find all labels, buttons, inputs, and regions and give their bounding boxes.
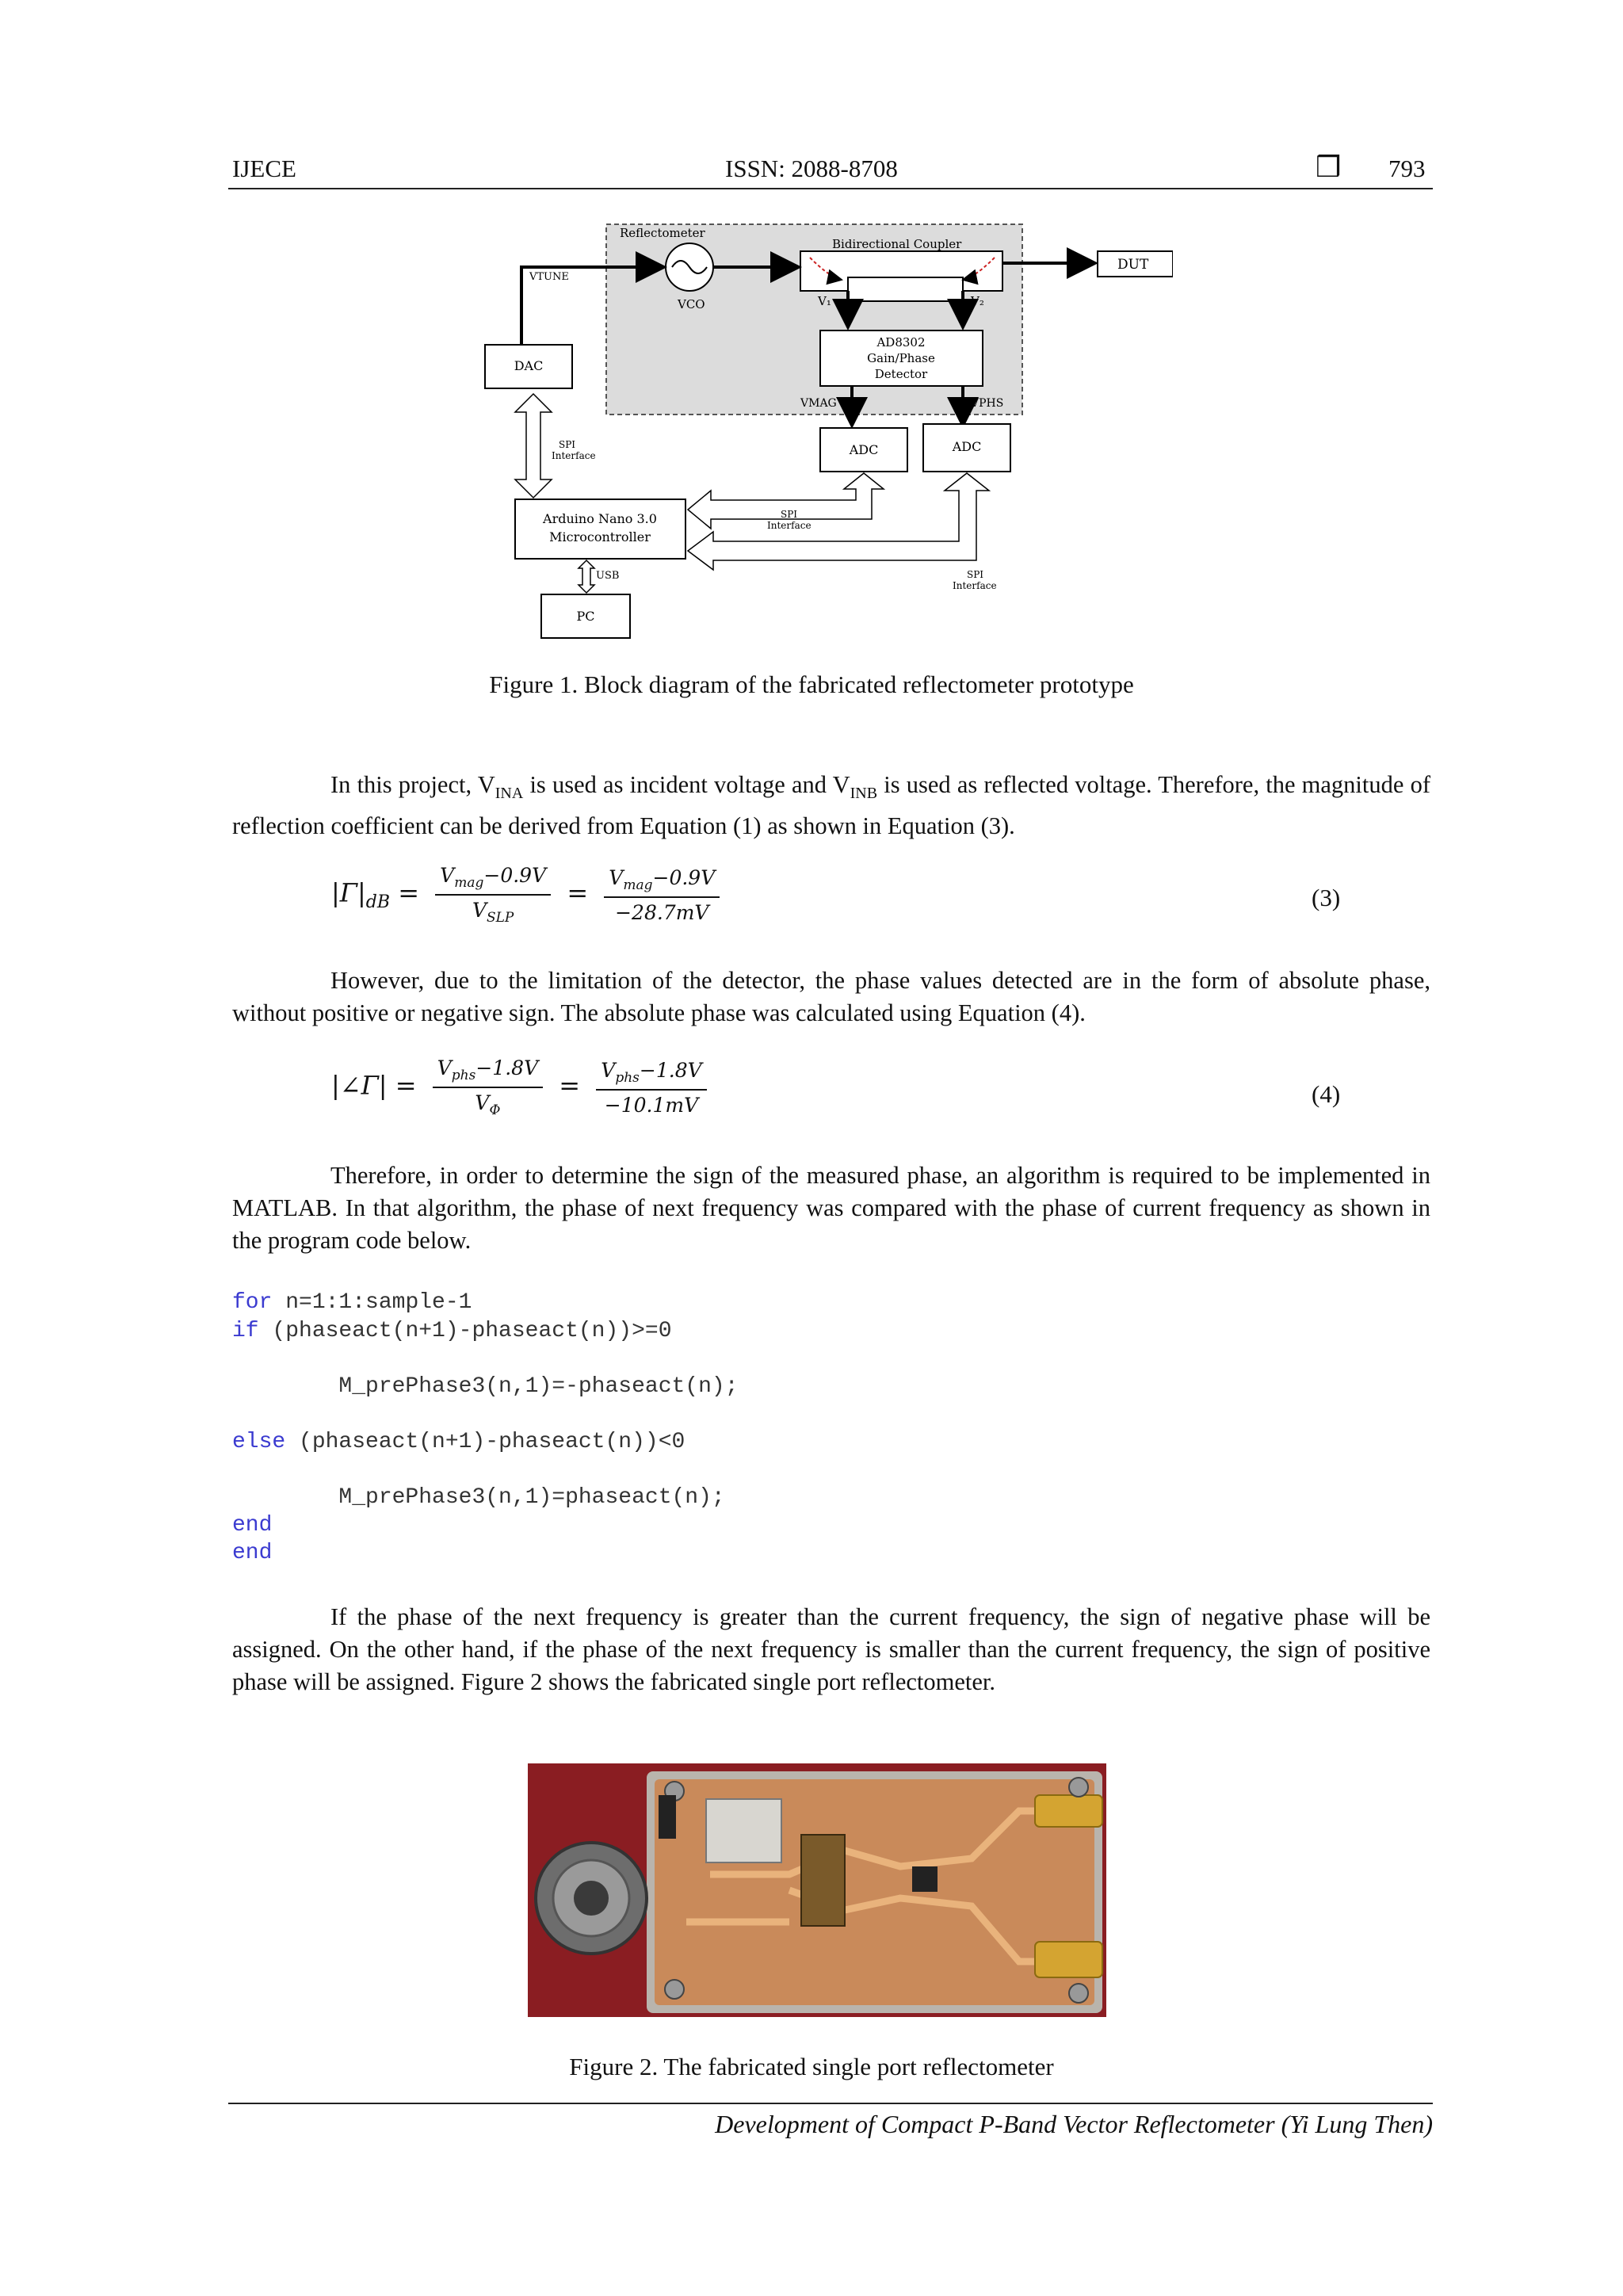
detector-line2: Gain/Phase <box>867 351 935 365</box>
pc-label: PC <box>576 609 595 624</box>
footer-rule <box>228 2103 1433 2104</box>
screw-3 <box>1069 1778 1088 1797</box>
square-icon: ❒ <box>1316 151 1342 183</box>
interface-label-2: Interface <box>767 520 812 531</box>
screw-2 <box>665 1980 684 1999</box>
detector-line3: Detector <box>874 367 928 381</box>
vmag-label: VMAG <box>800 397 837 410</box>
equation-3-number: (3) <box>1312 884 1341 911</box>
spi-label-3: SPI <box>967 569 984 580</box>
coupler-chip <box>801 1835 845 1926</box>
adc1-label: ADC <box>849 442 879 457</box>
vphs-label: VPHS <box>971 397 1004 410</box>
code-line-6: end <box>232 1513 273 1538</box>
equation-4-number: (4) <box>1312 1080 1341 1108</box>
code-line-2: if (phaseact(n+1)-phaseact(n))>=0 <box>232 1319 672 1343</box>
screw-4 <box>1069 1984 1088 2003</box>
detector-chip <box>912 1866 938 1892</box>
spi-double-arrow <box>515 394 552 498</box>
page-number: 793 <box>1388 155 1426 182</box>
dac-label: DAC <box>514 358 544 373</box>
figure1-block-diagram <box>475 218 1173 646</box>
paragraph-3: Therefore, in order to determine the sign of the measured phase, an algorithm is required to be implemented in MATLAB. In that algorithm, the phase of next frequency was compared with the phase of current frequency as shown in the program code below. <box>232 1162 1430 1254</box>
mcu-line2: Microcontroller <box>549 529 651 544</box>
dut-label: DUT <box>1117 257 1149 273</box>
paragraph-2: However, due to the limitation of the detector, the phase values detected are in the form of absolute phase, without positive or negative sign. The absolute phase was calculated using Equation (4). <box>232 967 1430 1026</box>
code-line-1: for n=1:1:sample-1 <box>232 1290 472 1315</box>
paragraph-4: If the phase of the next frequency is greater than the current frequency, the sign of negative phase will be assigned. On the other hand, if the phase of the next frequency is smaller than the current frequency, the sign of positive phase will be assigned. Figure 2 shows the fabricated single port reflectometer. <box>232 1603 1430 1695</box>
figure2-caption: Figure 2. The fabricated single port reflectometer <box>569 2053 1054 2080</box>
header-rule <box>228 188 1433 189</box>
code-line-3: M_prePhase3(n,1)=-phaseact(n); <box>232 1374 739 1399</box>
interface-label-1: Interface <box>552 450 596 461</box>
reflectometer-label: Reflectometer <box>620 226 705 240</box>
usb-label: USB <box>596 570 620 582</box>
pin-header <box>659 1795 676 1839</box>
figure2-photo <box>528 1763 1106 2017</box>
v2-label: V₂ <box>971 294 984 308</box>
figure1-caption: Figure 1. Block diagram of the fabricated reflectometer prototype <box>489 670 1134 698</box>
running-footer: Development of Compact P-Band Vector Reflectometer (Yi Lung Then) <box>715 2110 1433 2138</box>
code-line-7: end <box>232 1541 273 1565</box>
spi-label-1: SPI <box>559 439 576 450</box>
equation-3: $|\Gamma|_{dB}$ = $\frac{V_{mag}-0.9V}{V_{SLP}}$ = $\frac{V_{mag}-0.9V}{-28.7mV}$ <box>331 864 727 926</box>
coupler-inner <box>848 277 963 301</box>
usb-double-arrow <box>579 560 594 593</box>
spi-label-2: SPI <box>781 509 798 520</box>
interface-label-3: Interface <box>953 580 997 591</box>
issn: ISSN: 2088-8708 <box>725 155 898 182</box>
adc2-label: ADC <box>952 439 982 454</box>
equation-4: |∠Γ| = $\frac{V_{phs}-1.8V}{V_\Phi}$ = $\frac{V_{phs}-1.8V}{-10.1mV}$ <box>331 1056 715 1118</box>
vco-label: VCO <box>678 297 705 311</box>
paragraph-1: In this project, $V_{INA}$ is used as incident voltage and $V_{INB}$ is used as reflected voltage. Therefore, the magnitude of reflection coefficient can be derived from Equation (1) as shown in Equation (3). <box>232 771 1430 840</box>
mcu-line1: Arduino Nano 3.0 <box>543 511 657 526</box>
detector-line1: AD8302 <box>876 335 926 350</box>
v1-label: V₁ <box>818 294 831 308</box>
coupler-label: Bidirectional Coupler <box>832 237 962 251</box>
sma-connector-1 <box>1035 1795 1102 1827</box>
sma-connector-2 <box>1035 1942 1102 1977</box>
vco-module <box>706 1799 781 1862</box>
adc2-mcu-arrow <box>688 473 989 570</box>
code-line-4: else (phaseact(n+1)-phaseact(n))<0 <box>232 1430 685 1454</box>
vtune-label: VTUNE <box>529 271 569 283</box>
journal-name: IJECE <box>232 155 296 182</box>
code-line-5: M_prePhase3(n,1)=phaseact(n); <box>232 1485 725 1510</box>
